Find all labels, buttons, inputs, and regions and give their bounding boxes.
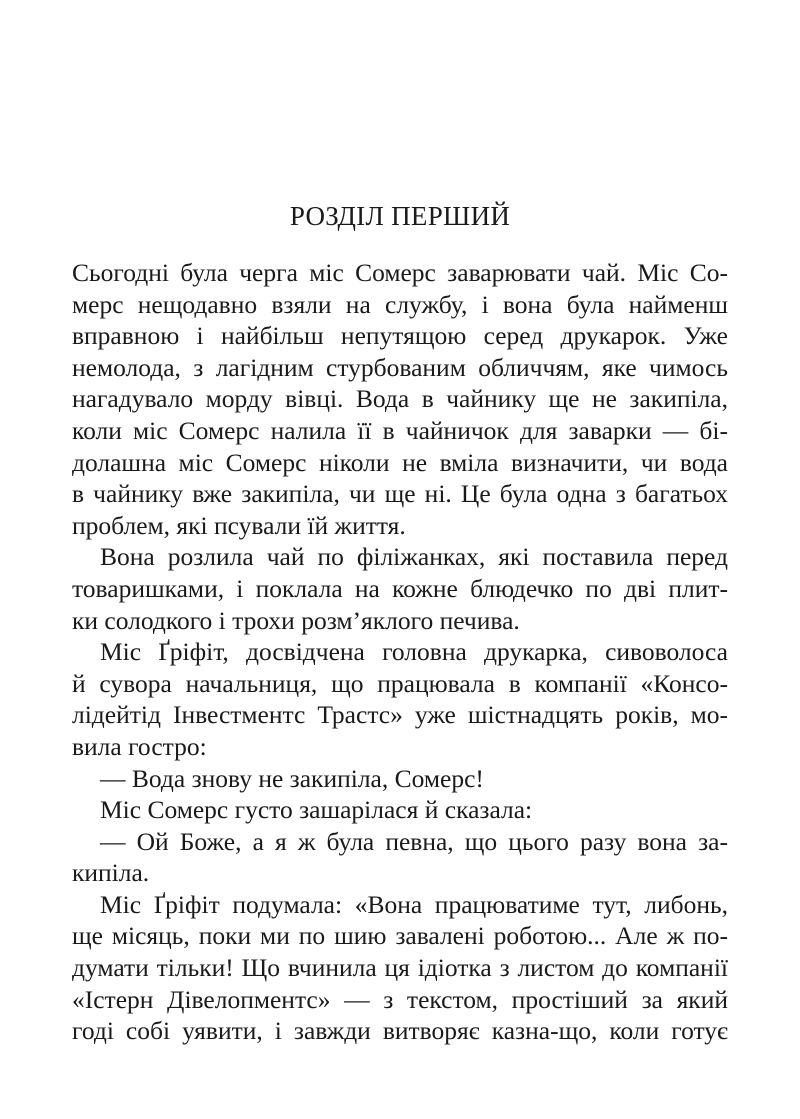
text-line: Міс Ґріфіт подумала: «Вона працюватиме тут, либонь,	[100, 889, 728, 919]
text-line: мерс нещодавно взяли на службу, і вона була найменш	[72, 289, 728, 319]
text-line: вила гостро:	[72, 731, 207, 761]
text-line: ще місяць, поки ми по шию завалені роботою... Але ж по-	[72, 921, 728, 951]
text-line: думати тільки! Що вчинила ця ідіотка з листом до компанії	[72, 953, 728, 983]
text-line: проблем, які псували їй життя.	[72, 510, 406, 540]
text-line: ки солодкого і трохи розм’яклого печива.	[72, 605, 520, 635]
paragraph	[72, 636, 728, 762]
paragraph	[72, 541, 728, 636]
paragraph	[72, 889, 728, 1047]
text-line: долашна міс Сомерс ніколи не вміла визначити, чи вода	[72, 447, 728, 477]
text-line: — Вода знову не закипіла, Сомерс!	[100, 763, 484, 793]
text-line: «Істерн Дівелопментс» — з текстом, простіший за який	[72, 984, 728, 1014]
text-line: й сувора начальниця, що працювала в компанії «Консо-	[72, 668, 728, 698]
text-line: годі собі уявити, і завжди витворяє казна-що, коли готує	[72, 1016, 728, 1046]
paragraph	[72, 257, 728, 541]
book-page	[72, 200, 728, 1047]
text-line: товаришками, і поклала на кожне блюдечко по дві плит-	[72, 573, 728, 603]
text-line: нагадувало морду вівці. Вода в чайнику ще не закипіла,	[72, 384, 728, 414]
text-line: в чайнику вже закипіла, чи ще ні. Це була одна з багатьох	[72, 479, 728, 509]
chapter-title: РОЗДІЛ ПЕРШИЙ	[289, 201, 511, 231]
text-line: Міс Сомерс густо зашарілася й сказала:	[100, 795, 533, 825]
text-line: вправною і найбільш непутящою серед друкарок. Уже	[72, 321, 728, 351]
text-line: коли міс Сомерс налила її в чайничок для заварки — бі-	[72, 415, 728, 445]
text-line: Міс Ґріфіт, досвідчена головна друкарка, сивоволоса	[100, 637, 728, 667]
text-line: Вона розлила чай по філіжанках, які поставила перед	[100, 542, 728, 572]
text-line: Сьогодні була черга міс Сомерс заварювати чай. Міс Со-	[72, 258, 728, 287]
paragraph	[72, 826, 728, 889]
text-line: лідейтід Інвестментс Трастс» уже шістнадцять років, мо-	[72, 700, 728, 730]
text-line: кипіла.	[72, 858, 150, 888]
text-line: — Ой Боже, а я ж була певна, що цього разу вона за-	[100, 826, 728, 856]
text-line: немолода, з лагідним стурбованим обличчям, яке чимось	[72, 352, 728, 382]
chapter-body	[72, 257, 728, 1047]
paragraph	[72, 763, 728, 795]
paragraph	[72, 794, 728, 826]
